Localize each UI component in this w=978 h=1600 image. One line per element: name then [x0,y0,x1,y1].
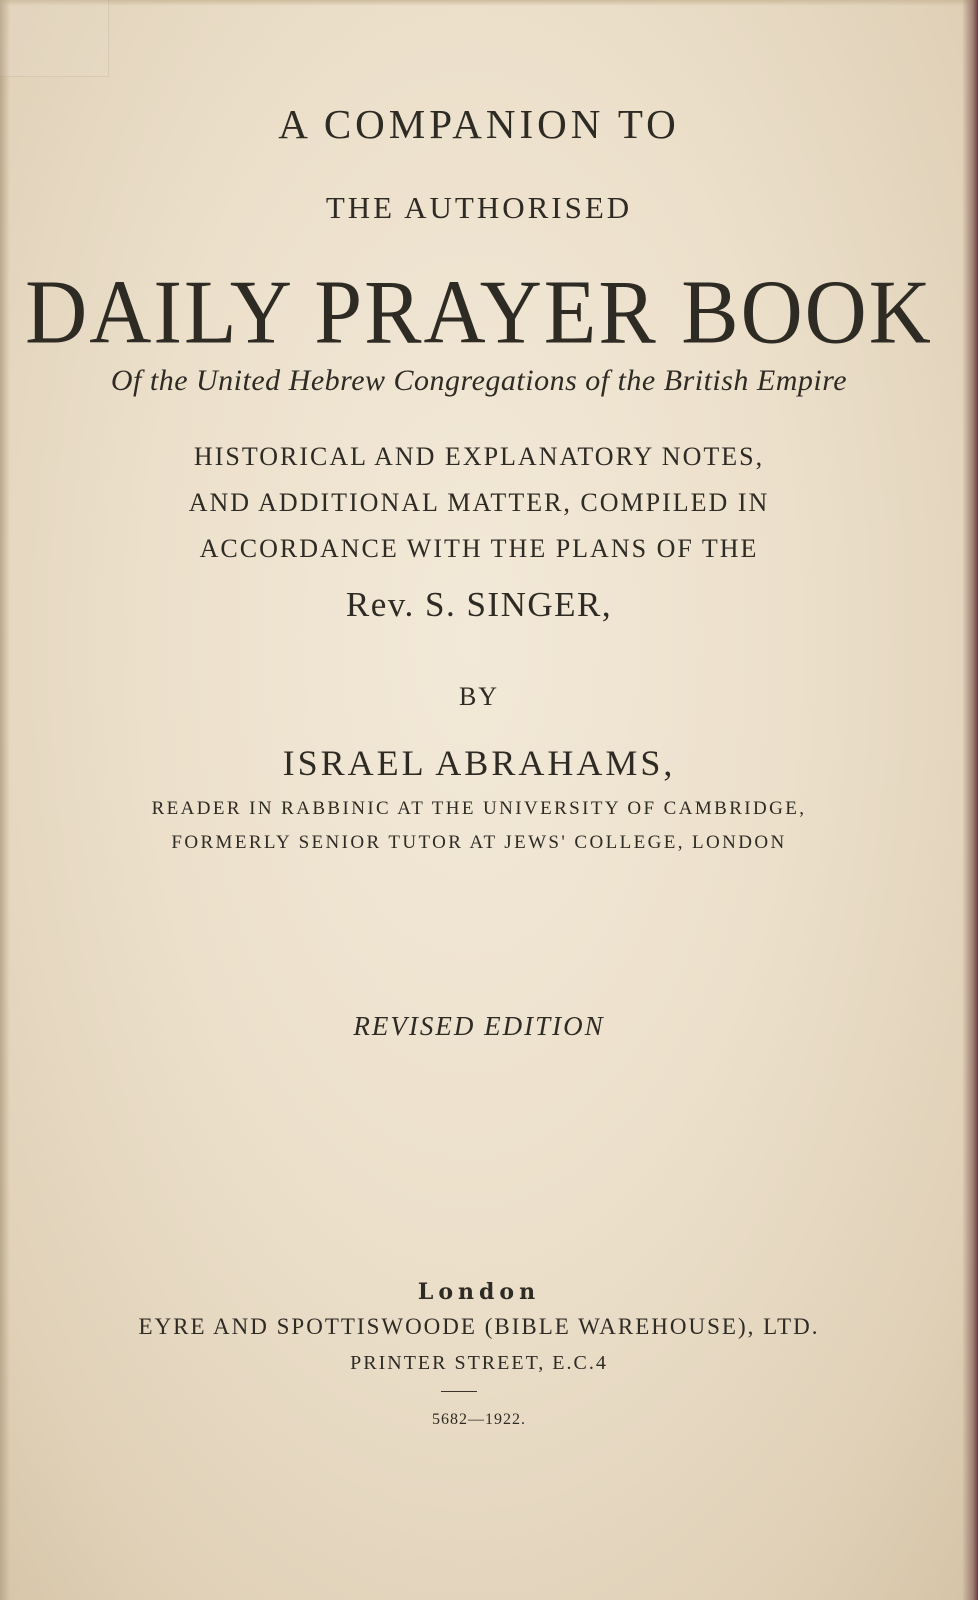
authorised-line: THE AUTHORISED [325,190,633,225]
description-line-1: HISTORICAL AND EXPLANATORY NOTES, [193,442,765,471]
imprint-city: London [417,1279,541,1305]
imprint-street: PRINTER STREET, E.C.4 [350,1352,608,1374]
main-title: DAILY PRAYER BOOK [25,261,933,363]
imprint-date: 5682—1922. [432,1411,526,1428]
imprint-divider [441,1391,477,1392]
companion-line: A COMPANION TO [278,101,680,147]
author-role-1: READER IN RABBINIC AT THE UNIVERSITY OF CAMBRIDGE, [151,798,807,819]
edition-label: REVISED EDITION [353,1011,605,1041]
subtitle: Of the United Hebrew Congregations of the British Empire [110,364,848,397]
author-role-2: FORMERLY SENIOR TUTOR AT JEWS' COLLEGE, LONDON [171,832,787,853]
book-cover-edge [962,0,978,1600]
description-line-3: ACCORDANCE WITH THE PLANS OF THE [199,534,759,563]
imprint-publisher: EYRE AND SPOTTISWOODE (BIBLE WAREHOUSE), LTD. [138,1314,820,1339]
author-name: ISRAEL ABRAHAMS, [282,743,676,783]
description-line-2: AND ADDITIONAL MATTER, COMPILED IN [188,488,770,517]
by-line: BY [458,682,500,711]
planner-name: Rev. S. SINGER, [345,585,613,624]
paper-mark [0,0,109,77]
page-top-edge [0,0,978,6]
